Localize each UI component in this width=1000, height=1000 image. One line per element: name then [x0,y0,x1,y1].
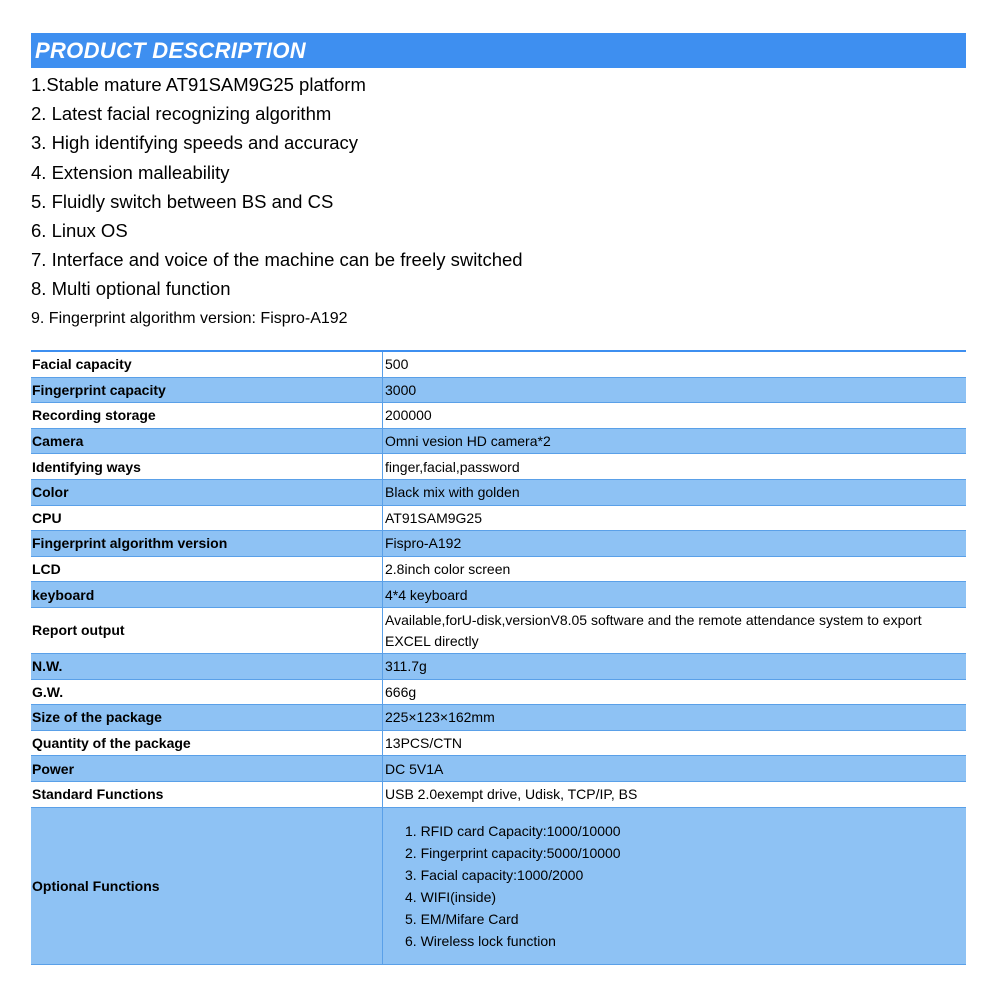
list-item: 2. Fingerprint capacity:5000/10000 [405,844,621,861]
optional-function-list [385,820,621,952]
feature-item: 3. High identifying speeds and accuracy [31,132,359,154]
table-row [31,808,966,965]
table-row [31,403,966,429]
spec-value: DC 5V1A [385,760,444,777]
spec-key: Size of the package [31,705,383,730]
section-title: PRODUCT DESCRIPTION [35,38,306,63]
spec-value: 666g [385,683,417,700]
feature-item: 2. Latest facial recognizing algorithm [31,103,332,125]
table-row [31,680,966,706]
spec-key: Facial capacity [31,352,383,377]
spec-key: Optional Functions [31,808,383,964]
list-item: 1. RFID card Capacity:1000/10000 [405,822,621,839]
spec-value: 2.8inch color screen [385,561,511,578]
spec-key: keyboard [31,582,383,607]
spec-key: G.W. [31,680,383,705]
spec-key: N.W. [31,654,383,679]
spec-value: Omni vesion HD camera*2 [385,433,551,450]
spec-key: Camera [31,429,383,454]
table-row [31,557,966,583]
section-banner [31,33,966,68]
feature-item: 4. Extension malleability [31,161,230,183]
table-row [31,582,966,608]
feature-item: 9. Fingerprint algorithm version: Fispro-A192 [31,309,348,327]
spec-value: 225×123×162mm [385,709,495,726]
spec-value: Black mix with golden [385,484,520,501]
table-row [31,654,966,680]
spec-value: 4*4 keyboard [385,586,468,603]
spec-value: Fispro-A192 [385,535,462,552]
list-item: 5. EM/Mifare Card [405,910,519,927]
feature-item: 6. Linux OS [31,219,128,241]
list-item: 6. Wireless lock function [405,932,556,949]
table-row [31,480,966,506]
table-row [31,429,966,455]
spec-key: LCD [31,557,383,582]
spec-value: 200000 [385,407,432,424]
spec-value: AT91SAM9G25 [385,509,483,526]
spec-key: CPU [31,506,383,531]
table-row [31,756,966,782]
spec-table [31,350,966,965]
spec-value: 500 [385,356,409,373]
feature-item: 8. Multi optional function [31,278,231,300]
list-item: 4. WIFI(inside) [405,888,497,905]
spec-key: Color [31,480,383,505]
spec-key: Power [31,756,383,781]
feature-list [31,70,966,333]
spec-value: Available,forU-disk,versionV8.05 software and the remote attendance system to export EXCEL directly [385,611,922,649]
list-item: 3. Facial capacity:1000/2000 [405,866,584,883]
feature-item: 5. Fluidly switch between BS and CS [31,190,334,212]
spec-value: USB 2.0exempt drive, Udisk, TCP/IP, BS [385,786,638,803]
table-row [31,378,966,404]
spec-value: 13PCS/CTN [385,735,463,752]
feature-item: 1.Stable mature AT91SAM9G25 platform [31,74,366,95]
table-row [31,506,966,532]
spec-value: 311.7g [385,658,427,675]
spec-value [383,808,966,964]
spec-key: Standard Functions [31,782,383,807]
spec-key: Quantity of the package [31,731,383,756]
spec-value: 3000 [385,381,417,398]
spec-key: Recording storage [31,403,383,428]
spec-key: Identifying ways [31,454,383,479]
spec-key: Fingerprint algorithm version [31,531,383,556]
table-row [31,454,966,480]
table-row [31,531,966,557]
spec-key: Report output [31,608,383,653]
spec-value: finger,facial,password [385,458,520,475]
table-row [31,608,966,654]
table-row [31,782,966,808]
table-row [31,352,966,378]
spec-key: Fingerprint capacity [31,378,383,403]
table-row [31,731,966,757]
table-row [31,705,966,731]
feature-item: 7. Interface and voice of the machine can be freely switched [31,249,523,271]
